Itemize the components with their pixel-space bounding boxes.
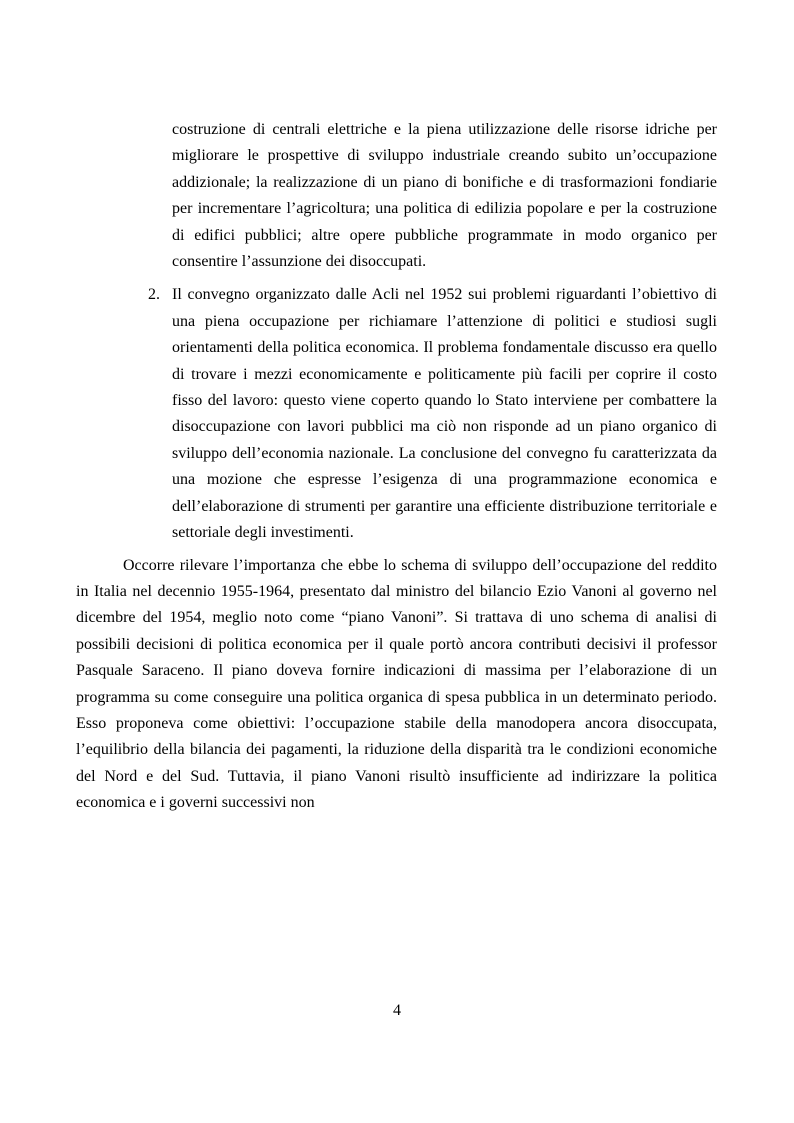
page-number: 4 (393, 1002, 401, 1019)
list-item-text: Il convegno organizzato dalle Acli nel 1952 sui problemi riguardanti l’obiettivo di una piena occupazione per richiamare l’attenzione di politici e studiosi sugli orientamenti della politica economica. Il problema fondamentale discusso era quello di trovare i mezzi economicamente e politicamente più facili per coprire il costo fisso del lavoro: questo viene coperto quando lo Stato interviene per combattere la disoccupazione con lavori pubblici ma ciò non risponde ad un piano organico di sviluppo dell’economia nazionale. La conclusione del convegno fu caratterizzata da una mozione che espresse l’esigenza di una programmazione economica e dell’elaborazione di strumenti per garantire una efficiente distribuzione territoriale e settoriale degli investimenti. (172, 286, 717, 542)
continuation-paragraph: costruzione di centrali elettriche e la piena utilizzazione delle risorse idriche per migliorare le prospettive di sviluppo industriale creando subito un’occupazione addizionale; la realizzazione di un piano di bonifiche e di trasformazioni fondiarie per incrementare l’agricoltura; una politica di edilizia popolare e per la costruzione di edifici pubblici; altre opere pubbliche programmate in modo organico per consentire l’assunzione dei disoccupati. (172, 121, 717, 271)
list-item-number: 2. (148, 286, 160, 304)
text-block (76, 117, 717, 817)
body-paragraph: Occorre rilevare l’importanza che ebbe lo schema di sviluppo dell’occupazione del reddito in Italia nel decennio 1955-1964, presentato dal ministro del bilancio Ezio Vanoni al governo nel dicembre del 1954, meglio noto come “piano Vanoni”. Si trattava di uno schema di analisi di possibili decisioni di politica economica per il quale portò ancora contributi decisivi il professor Pasquale Saraceno. Il piano doveva fornire indicazioni di massima per l’elaborazione di un programma su come conseguire una politica organica di spesa pubblica in un determinato periodo. Esso proponeva come obiettivi: l’occupazione stabile della manodopera ancora disoccupata, l’equilibrio della bilancia dei pagamenti, la riduzione della disparità tra le condizioni economiche del Nord e del Sud. Tuttavia, il piano Vanoni risultò insufficiente ad indirizzare la politica economica e i governi successivi non (76, 556, 717, 812)
list-item (148, 282, 717, 546)
